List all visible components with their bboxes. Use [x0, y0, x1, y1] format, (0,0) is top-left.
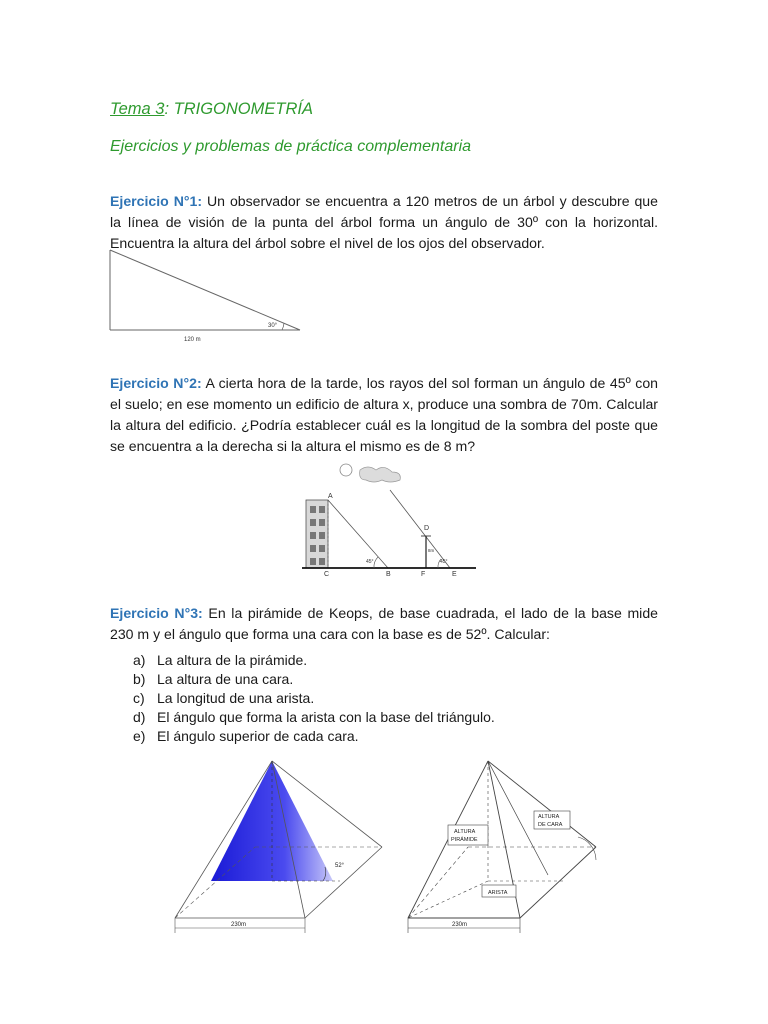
exercise-2-label: Ejercicio N°2: — [110, 375, 202, 391]
label-altura-cara-2: DE CARA — [538, 822, 563, 828]
topic-separator: : — [164, 100, 170, 118]
diagonal-hidden — [408, 881, 488, 918]
point-b-label: B — [386, 571, 391, 578]
page-subtitle: Ejercicios y problemas de práctica complementaria — [110, 138, 472, 155]
fig2-angle-2: 45° — [440, 559, 448, 565]
angle-arc-1 — [374, 557, 378, 568]
figure-3-pyramid-blue — [155, 755, 395, 940]
angle-arc — [578, 837, 596, 860]
point-d-label: D — [424, 525, 430, 532]
topic-title: TRIGONOMETRÍA — [173, 100, 313, 118]
cloud-icon — [360, 467, 401, 482]
triangle-hypotenuse — [110, 250, 300, 330]
post-height-label: 8m — [428, 548, 435, 553]
sun-ray-1 — [328, 500, 388, 568]
label-altura-piramide-1: ALTURA — [454, 829, 476, 835]
exercise-3 — [110, 603, 658, 645]
base-right — [520, 847, 596, 918]
list-item: a) La altura de la pirámide. — [133, 652, 308, 668]
topic-label: Tema 3 — [110, 100, 165, 118]
figure-2-building-shadow — [290, 460, 480, 578]
exercise-1 — [110, 191, 658, 254]
figure-1-triangle — [100, 248, 320, 348]
fig3-angle-label: 52° — [335, 863, 345, 869]
fig3-base-label: 230m — [231, 922, 247, 928]
fig1-angle-label: 30° — [268, 323, 278, 329]
label-altura-piramide-2: PIRÁMIDE — [451, 837, 478, 843]
fig2-angle-1: 45° — [366, 559, 374, 565]
exercise-2-text: A cierta hora de la tarde, los rayos del sol forman un ángulo de 45º con el suelo; en ese momento un edificio de altura x, produce una sombra de 70m. Calcular la altura del edificio. ¿Podría establecer cuál es la longitud de la sombra del poste que se encuentra a la derecha si la altura el mismo es de 8 m? — [110, 375, 659, 454]
fig4-base-label: 230m — [452, 922, 468, 928]
exercise-3-text: En la pirámide de Keops, de base cuadrada, el lado de la base mide 230 m y el ángulo que forma una cara con la base es de 52º. Calcular: — [110, 605, 658, 642]
exercise-3-items — [133, 651, 495, 746]
list-item: d) El ángulo que forma la arista con la base del triángulo. — [133, 709, 495, 725]
point-a-label: A — [328, 493, 333, 500]
list-item: b) La altura de una cara. — [133, 671, 294, 687]
fig1-base-label: 120 m — [184, 337, 201, 343]
point-f-label: F — [421, 571, 426, 578]
label-altura-cara-1: ALTURA — [538, 814, 560, 820]
base-left-hidden — [408, 847, 468, 918]
sun-ray-2 — [390, 490, 450, 568]
point-e-label: E — [452, 571, 457, 578]
exercise-1-text: Un observador se encuentra a 120 metros de un árbol y descubre que la línea de visión de la punta del árbol forma un ángulo de 30º con la horizontal. Encuentra la altura del árbol sobre el nivel de los ojos del observador. — [110, 193, 658, 251]
figure-4-pyramid-labeled — [398, 755, 618, 940]
sun-icon — [340, 464, 352, 476]
exercise-3-label: Ejercicio N°3: — [110, 605, 203, 621]
label-arista: ARISTA — [488, 890, 508, 896]
pyramid-edge-right — [488, 761, 596, 847]
angle-arc — [282, 323, 284, 330]
list-item: e) El ángulo superior de cada cara. — [133, 728, 359, 744]
topic-heading — [110, 100, 313, 119]
point-c-label: C — [324, 571, 330, 578]
exercise-2 — [110, 373, 658, 457]
list-item: c) La longitud de una arista. — [133, 690, 315, 706]
exercise-1-label: Ejercicio N°1: — [110, 193, 203, 209]
